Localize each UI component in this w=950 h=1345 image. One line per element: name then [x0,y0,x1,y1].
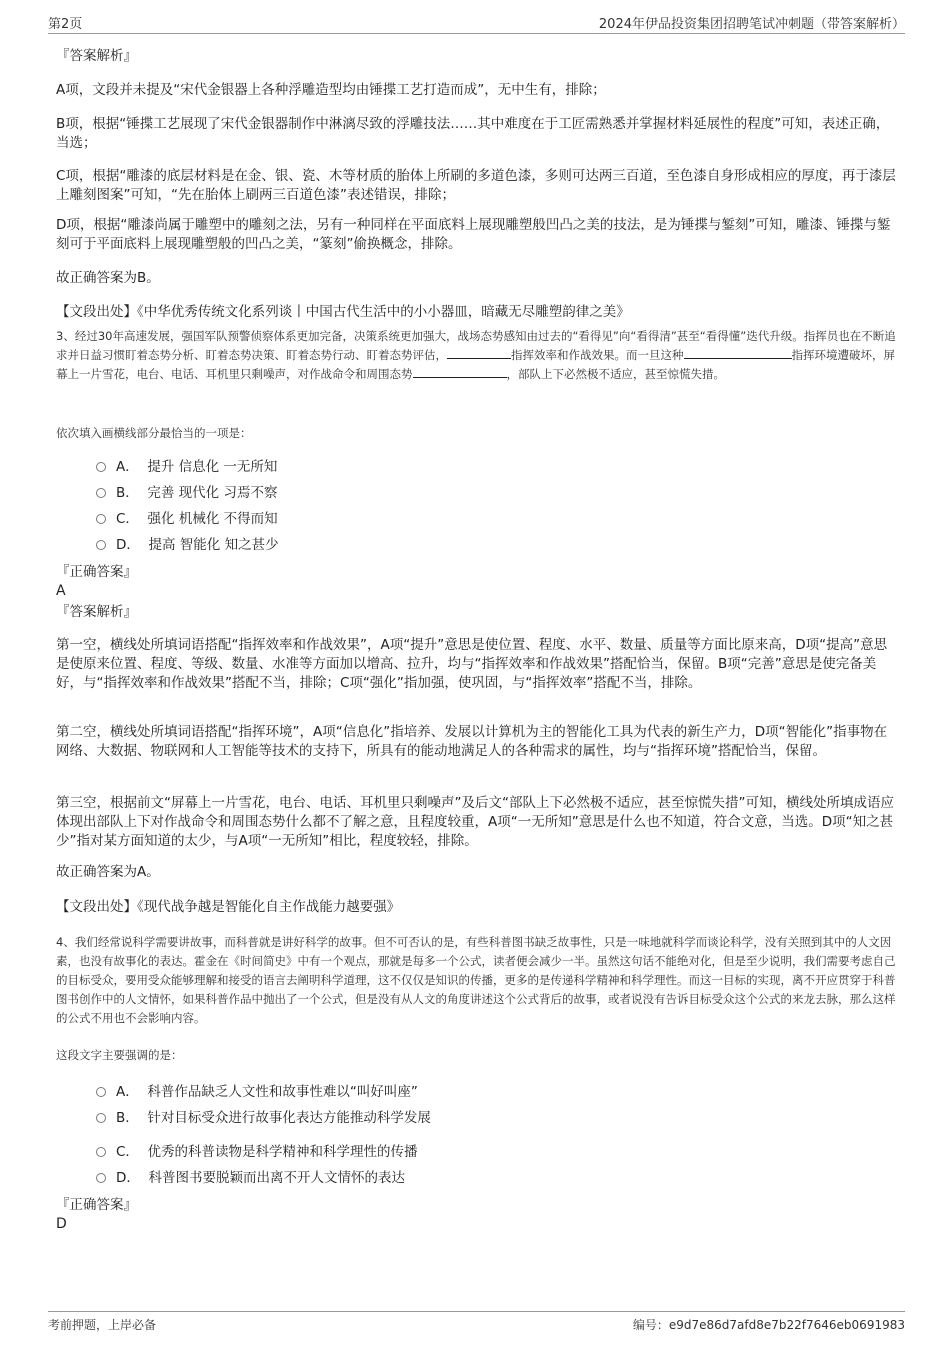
q3-correct-label: 『正确答案』 [56,564,137,580]
radio-icon[interactable] [96,488,106,498]
q2-analysis-d: D项，根据“雕漆尚属于雕塑中的雕刻之法，另有一种同样在平面底料上展现雕塑般凹凸之美的技法，是为锤揲与錾刻”可知，雕漆、锤揲与錾刻可于平面底料上展现雕塑般的凹凸之美，“篆刻”偷换概念，排除。 [56,217,891,252]
q3-source: 【文段出处】《现代战争越是智能化自主作战能力越要强》 [56,899,401,915]
q2-conclusion: 故正确答案为B。 [56,270,160,286]
q2-analysis-label: 『答案解析』 [56,48,137,64]
radio-icon[interactable] [96,1147,106,1157]
q3-analysis-blank2: 第二空，横线处所填词语搭配“指挥环境”，A项“信息化”指培养、发展以计算机为主的智能化工具为代表的新生产力，D项“智能化”指事物在网络、大数据、物联网和人工智能等技术的支持下，所具有的能动地满足人的各种需求的属性，均与“指挥环境”搭配恰当，保留。 [56,724,888,759]
radio-icon[interactable] [96,462,106,472]
blank-2 [684,346,792,359]
page-header [48,0,905,34]
q2-source: 【文段出处】《中华优秀传统文化系列谈丨中国古代生活中的小小器皿，暗藏无尽雕塑韵律之美》 [56,304,630,320]
q4-prompt: 这段文字主要强调的是： [56,1048,183,1062]
q2-analysis-b: B项，根据“锤揲工艺展现了宋代金银器制作中淋漓尽致的浮雕技法……其中难度在于工匠需熟悉并掌握材料延展性的程度”可知，表述正确，当选； [56,116,890,151]
page-footer [48,1311,905,1332]
blank-3 [413,365,507,378]
q4-option-d[interactable]: D． 科普图书要脱颖而出离不开人文情怀的表达 [96,1169,405,1187]
radio-icon[interactable] [96,1173,106,1183]
q3-conclusion: 故正确答案为A。 [56,864,160,880]
q3-option-a[interactable]: A． 提升 信息化 一无所知 [96,458,277,476]
radio-icon[interactable] [96,1087,106,1097]
q2-analysis-a: A项，文段并未提及“宋代金银器上各种浮雕造型均由锤揲工艺打造而成”，无中生有，排除； [56,82,606,98]
radio-icon[interactable] [96,540,106,550]
document-id: 编号：e9d7e86d7afd8e7b22f7646eb0691983 [632,1318,905,1332]
q3-option-b[interactable]: B． 完善 现代化 习焉不察 [96,484,277,502]
q3-option-d[interactable]: D． 提高 智能化 知之甚少 [96,536,279,554]
q4-option-c[interactable]: C． 优秀的科普读物是科学精神和科学理性的传播 [96,1143,418,1161]
q3-analysis-blank3: 第三空，根据前文“屏幕上一片雪花，电台、电话、耳机里只剩噪声”及后文“部队上下必然极不适应，甚至惊慌失措”可知，横线处所填成语应体现出部队上下对作战命令和周围态势什么都不了解之意，且程度较重，A项“一无所知”意思是什么也不知道，符合文意，当选。D项“知之甚少”指对某方面知道的太少，与A项“一无所知”相比，程度较轻，排除。 [56,795,894,849]
footer-slogan: 考前押题，上岸必备 [48,1318,157,1332]
q3-option-c[interactable]: C． 强化 机械化 不得而知 [96,510,278,528]
blank-1 [447,346,511,359]
q4-option-a[interactable]: A． 科普作品缺乏人文性和故事性难以“叫好叫座” [96,1083,418,1101]
q3-stem: 3、经过30年高速发展，强国军队预警侦察体系更加完备，决策系统更加强大，战场态势感知由过去的“看得见”向“看得清”甚至“看得懂”迭代升级。指挥员也在不断追求并日益习惯盯着态势分析、盯着态势决策、盯着态势行动、盯着态势评估， 指挥效率和作战效果。而一旦这种 指挥环境遭破坏，屏幕上一片雪花，电台、电话、耳机里只剩噪声，对作战命令和周围态势 ，部队上下必然极不适应，甚至惊慌失措。 [56,329,896,381]
document-title: 2024年伊品投资集团招聘笔试冲刺题（带答案解析） [598,17,905,32]
q4-option-b[interactable]: B． 针对目标受众进行故事化表达方能推动科学发展 [96,1109,431,1127]
q4-stem: 4、我们经常说科学需要讲故事，而科普就是讲好科学的故事。但不可否认的是，有些科普图书缺乏故事性，只是一味地就科学而谈论科学，没有关照到其中的人文因素，也没有故事化的表达。霍金在《时间简史》中有一个观点，那就是每多一个公式，读者便会减少一半。虽然这句话不能绝对化，但是至少说明，我们需要考虑自己的目标受众，要用受众能够理解和接受的语言去阐明科学道理，这不仅仅是知识的传播，更多的是传递科学精神和科学理性。而这一目标的实现，离不开应贯穿于科普图书创作中的人文情怀，如果科普作品中抛出了一个公式，但是没有从人文的角度讲述这个公式背后的故事，或者说没有告诉目标受众这个公式的来龙去脉，那么这样的公式不用也不会影响内容。 [56,935,896,1025]
q3-analysis-blank1: 第一空，横线处所填词语搭配“指挥效率和作战效果”，A项“提升”意思是使位置、程度、水平、数量、质量等方面比原来高，D项“提高”意思是使原来位置、程度、等级、数量、水准等方面加以增高、拉升，均与“指挥效率和作战效果”搭配恰当，保留。B项“完善”意思是使完备美好，与“指挥效率和作战效果”搭配不当，排除；C项“强化”指加强，使巩固，与“指挥效率”搭配不当，排除。 [56,637,888,691]
q3-analysis-label: 『答案解析』 [56,604,137,620]
page-number: 第2页 [48,17,83,32]
q2-analysis-c: C项，根据“雕漆的底层材料是在金、银、瓷、木等材质的胎体上所刷的多道色漆，多则可达两三百道，至色漆自身形成相应的厚度，再于漆层上雕刻图案”可知，“先在胎体上刷两三百道色漆”表述错误，排除； [56,168,896,203]
q3-correct-answer: A [56,583,66,599]
q4-correct-label: 『正确答案』 [56,1197,137,1213]
q3-prompt: 依次填入画横线部分最恰当的一项是： [56,426,252,440]
radio-icon[interactable] [96,514,106,524]
radio-icon[interactable] [96,1113,106,1123]
q4-correct-answer: D [56,1216,67,1232]
